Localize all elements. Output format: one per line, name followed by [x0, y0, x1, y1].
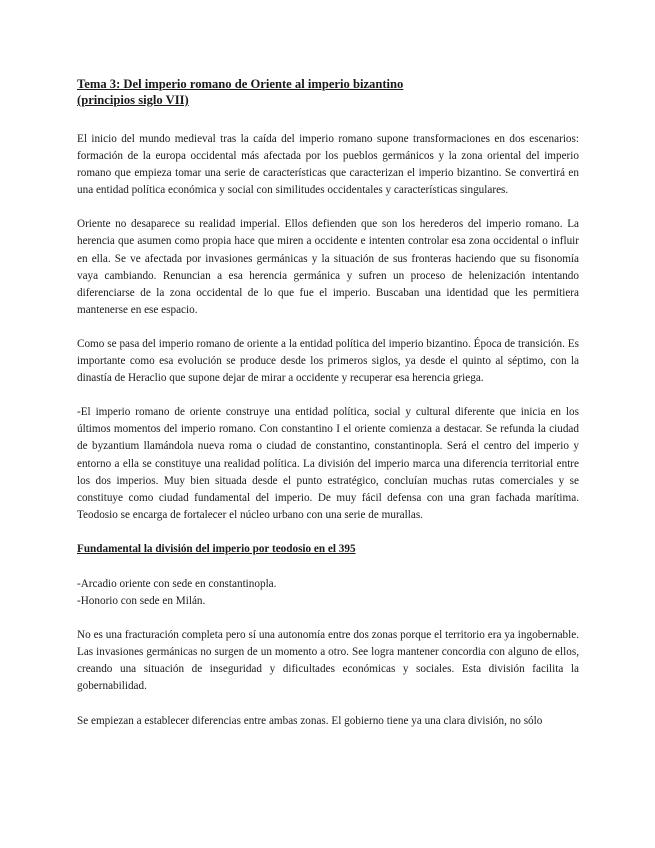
paragraph-intro-3: Como se pasa del imperio romano de oriente a la entidad política del imperio bizantino. Época de transición. Es importante como esa evolución se produce desde los primeros siglos, ya desde el quinto al séptimo, con la dinastía de Heraclio que supone dejar de mirar a occidente y recuperar esa herencia griega. — [77, 337, 579, 385]
paragraph-intro-4: -El imperio romano de oriente construye una entidad política, social y cultural diferente que inicia en los últimos momentos del imperio romano. Con constantino I el oriente comienza a destacar. Se refunda la ciudad de byzantium llamándola nueva roma o ciudad de constantino, constantinopla. Será el centro del imperio y entorno a ella se constituye una realidad política. La división del imperio marca una diferencia territorial entre los dos imperios. Muy bien situada desde el punto estratégico, concluían muchas rutas comerciales y se constituye como ciudad fundamental del imperio. De muy fácil defensa con una gran fachada marítima. Teodosio se encarga de fortalecer el núcleo urbano con una serie de murallas. — [77, 406, 579, 521]
paragraph-intro-1: El inicio del mundo medieval tras la caída del imperio romano supone transformaciones en dos escenarios: formación de la europa occidental más afectada por los pueblos germánicos y la zona oriental del imperio romano que empieza tomar una serie de características que caracterizan el imperio bizantino. Se convertirá en una entidad política económica y social con similitudes occidentales y características singulares. — [77, 133, 579, 197]
paragraph-after-2: Se empiezan a establecer diferencias entre ambas zonas. El gobierno tiene ya una clara división, no sólo — [77, 714, 543, 727]
title-line-1: Tema 3: Del imperio romano de Oriente al imperio bizantino — [77, 77, 404, 91]
list-item: -Arcadio oriente con sede en constantinopla. — [77, 577, 277, 590]
division-list — [77, 576, 579, 610]
document-body — [77, 76, 579, 747]
section-subtitle: Fundamental la división del imperio por teodosio en el 395 — [77, 542, 356, 555]
paragraph-after-1: No es una fracturación completa pero sí una autonomía entre dos zonas porque el territorio era ya ingobernable. Las invasiones germánicas no surgen de un momento a otro. See logra mantener concordia con alguno de ellos, creando una situación de inseguridad y dificultades económicas y sociales. Esta división facilita la gobernabilidad. — [77, 629, 579, 693]
title-line-2: (principios siglo VII) — [77, 93, 189, 107]
paragraph-intro-2: Oriente no desaparece su realidad imperial. Ellos defienden que son los herederos del imperio romano. La herencia que asumen como propia hace que miren a occidente e intenten controlar esa zona occidental o influir en ella. Se ve afectada por invasiones germánicas y la situación de sus fronteras haciendo que su fisonomía vaya cambiando. Renuncian a esa herencia germánica y sufren un proceso de helenización intentando diferenciarse de la zona occidental de lo que fue el imperio. Buscaban una identidad que les permitiera mantenerse en ese espacio. — [77, 218, 579, 316]
document-title — [77, 76, 579, 108]
list-item: -Honorio con sede en Milán. — [77, 595, 206, 608]
